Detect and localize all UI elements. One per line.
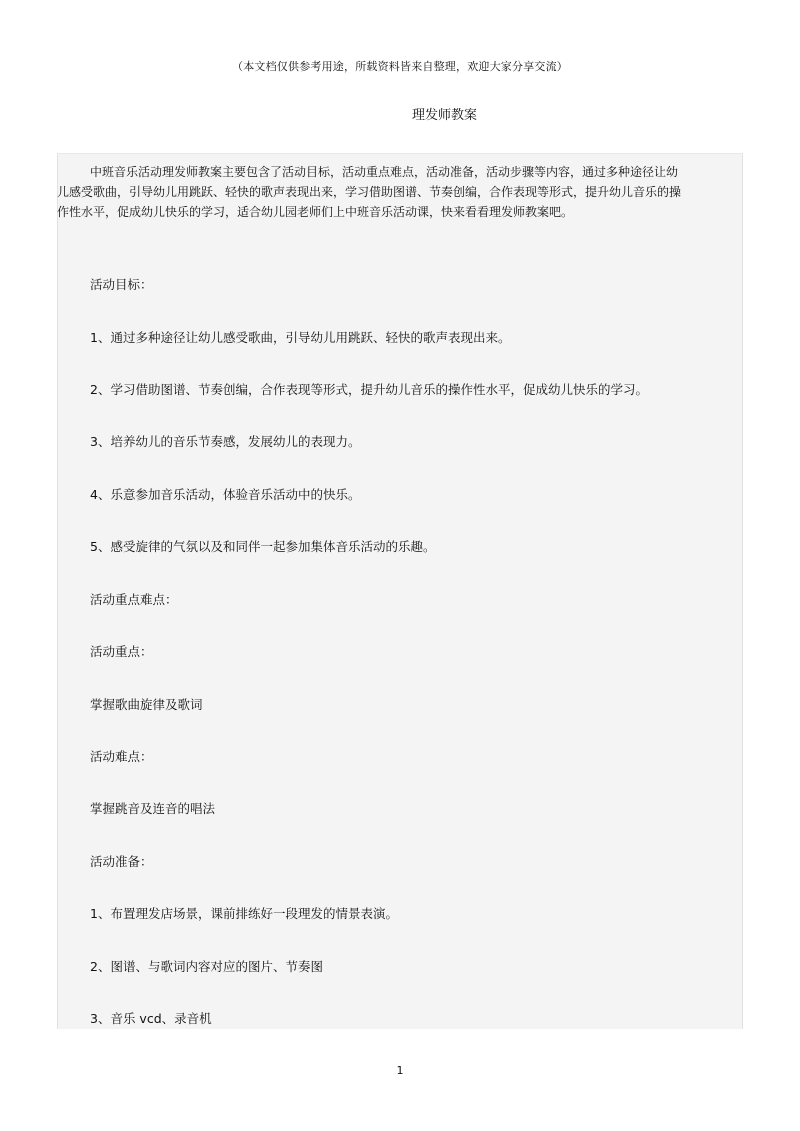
subheading-difficulty: 活动难点： xyxy=(90,749,153,764)
preparation-item-3: 3、音乐 vcd、录音机 xyxy=(90,1011,212,1026)
objective-item-5: 5、感受旋律的气氛以及和同伴一起参加集体音乐活动的乐趣。 xyxy=(90,539,436,554)
document-title: 理发师教案 xyxy=(412,108,478,123)
section-heading-objectives: 活动目标： xyxy=(90,277,153,292)
objective-item-3: 3、培养幼儿的音乐节奏感，发展幼儿的表现力。 xyxy=(90,434,361,449)
objective-item-2: 2、学习借助图谱、节奏创编，合作表现等形式，提升幼儿音乐的操作性水平，促成幼儿快乐的学习。 xyxy=(90,382,648,397)
subheading-key-point: 活动重点： xyxy=(90,644,153,659)
page-number: 1 xyxy=(396,1064,404,1077)
preparation-item-1: 1、布置理发店场景，课前排练好一段理发的情景表演。 xyxy=(90,906,398,921)
intro-paragraph: 中班音乐活动理发师教案主要包含了活动目标，活动重点难点，活动准备，活动步骤等内容，通过多种途径让幼儿感受歌曲，引导幼儿用跳跃、轻快的歌声表现出来，学习借助图谱、节奏创编，合作表现等形式，提升幼儿音乐的操作性水平，促成幼儿快乐的学习，适合幼儿园老师们上中班音乐活动课，快来看看理发师教案吧。 xyxy=(57,165,682,219)
preparation-item-2: 2、图谱、与歌词内容对应的图片、节奏图 xyxy=(90,959,323,974)
key-point-text: 掌握歌曲旋律及歌词 xyxy=(90,697,203,712)
header-note: （本文档仅供参考用途，所载资料皆来自整理，欢迎大家分享交流） xyxy=(232,60,568,73)
objective-item-1: 1、通过多种途径让幼儿感受歌曲，引导幼儿用跳跃、轻快的歌声表现出来。 xyxy=(90,330,511,345)
section-heading-key-points: 活动重点难点： xyxy=(90,592,178,607)
objective-item-4: 4、乐意参加音乐活动，体验音乐活动中的快乐。 xyxy=(90,487,361,502)
section-heading-preparation: 活动准备： xyxy=(90,854,153,869)
difficulty-text: 掌握跳音及连音的唱法 xyxy=(90,801,216,816)
